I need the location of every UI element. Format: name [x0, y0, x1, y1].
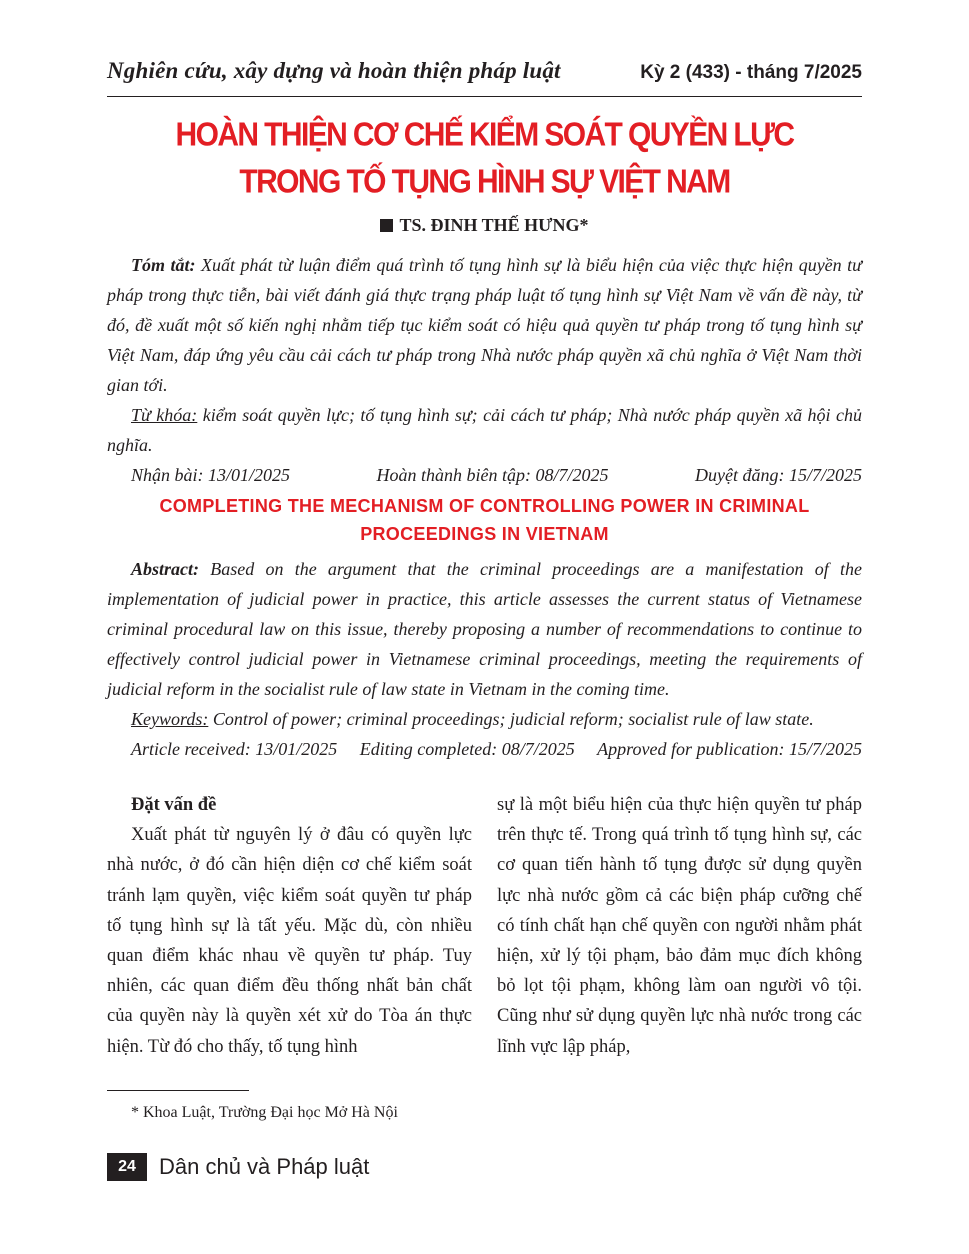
- right-column: [497, 790, 862, 1062]
- author-name: TS. ĐINH THẾ HƯNG*: [399, 215, 589, 235]
- header-rule: [107, 96, 862, 97]
- english-title-line-2: PROCEEDINGS IN VIETNAM: [360, 524, 609, 544]
- en-abstract-label: Abstract:: [131, 559, 200, 579]
- article-title-line-1: HOÀN THIỆN CƠ CHẾ KIỂM SOÁT QUYỀN LỰC: [175, 116, 794, 154]
- footnote: * Khoa Luật, Trường Đại học Mở Hà Nội: [131, 1104, 398, 1121]
- left-column-paragraph: Xuất phát từ nguyên lý ở đâu có quyền lực nhà nước, ở đó cần hiện diện cơ chế kiểm soát tránh lạm quyền, việc kiểm soát quyền tư pháp tố tụng hình sự là tất yếu. Mặc dù, còn nhiều quan điểm khác nhau về quyền tư pháp. Tuy nhiên, các quan điểm đều thống nhất bản chất của quyền này là quyền xét xử do Tòa án thực hiện. Từ đó cho thấy, tố tụng hình: [107, 825, 472, 1057]
- vi-approved-date: Duyệt đăng: 15/7/2025: [695, 465, 862, 485]
- en-dates: [107, 734, 862, 764]
- journal-section-name: Nghiên cứu, xây dựng và hoàn thiện pháp luật: [107, 58, 561, 83]
- article-title: [107, 112, 862, 206]
- vi-summary-label: Tóm tắt:: [131, 255, 196, 275]
- vi-summary-text: Xuất phát từ luận điểm quá trình tố tụng hình sự là biểu hiện của việc thực hiện quyền tư pháp trong thực tiễn, bài viết đánh giá thực trạng pháp luật tố tụng hình sự Việt Nam về vấn đề này, từ đó, đề xuất một số kiến nghị nhằm tiếp tục kiểm soát có hiệu quả quyền tư pháp trong tố tụng hình sự Việt Nam, đáp ứng yêu cầu cải cách tư pháp trong Nhà nước pháp quyền xã chủ nghĩa ở Việt Nam thời gian tới.: [107, 255, 862, 395]
- vietnamese-abstract: [107, 250, 862, 460]
- en-received-date: Article received: 13/01/2025: [131, 739, 338, 759]
- vi-keywords: [107, 400, 862, 460]
- en-keywords: [107, 704, 862, 734]
- body-columns: [107, 790, 862, 1062]
- section-heading: Đặt vấn đề: [131, 795, 217, 815]
- vi-edited-date: Hoàn thành biên tập: 08/7/2025: [376, 465, 609, 485]
- page-number: 24: [107, 1153, 147, 1181]
- en-keywords-text: Control of power; criminal proceedings; judicial reform; socialist rule of law state.: [208, 709, 814, 729]
- running-header: [107, 58, 862, 94]
- en-keywords-label: Keywords:: [131, 709, 209, 729]
- english-abstract: [107, 554, 862, 734]
- footnote-rule: [107, 1090, 249, 1091]
- vi-received-date: Nhận bài: 13/01/2025: [131, 465, 291, 485]
- en-abstract: [107, 554, 862, 704]
- en-approved-date: Approved for publication: 15/7/2025: [597, 739, 862, 759]
- page-footer: [107, 1153, 369, 1181]
- en-edited-date: Editing completed: 08/7/2025: [359, 739, 575, 759]
- english-title: [107, 492, 862, 548]
- vi-dates: [107, 460, 862, 490]
- square-bullet-icon: [380, 219, 393, 232]
- vi-keywords-label: Từ khóa:: [131, 405, 198, 425]
- author-line: [107, 215, 862, 236]
- en-abstract-text: Based on the argument that the criminal proceedings are a manifestation of the implementation of judicial power in practice, this article assesses the current status of Vietnamese criminal procedural law on this issue, thereby proposing a number of recommendations to continue to effectively control judicial power in Vietnamese criminal proceedings, meeting the requirements of judicial reform in the socialist rule of law state in Vietnam in the coming time.: [107, 559, 862, 699]
- english-title-line-1: COMPLETING THE MECHANISM OF CONTROLLING POWER IN CRIMINAL: [159, 496, 810, 516]
- magazine-name: Dân chủ và Pháp luật: [159, 1154, 370, 1179]
- vi-summary: [107, 250, 862, 400]
- vi-keywords-text: kiểm soát quyền lực; tố tụng hình sự; cải cách tư pháp; Nhà nước pháp quyền xã hội chủ nghĩa.: [107, 405, 863, 455]
- left-column: [107, 790, 472, 1062]
- right-column-paragraph: sự là một biểu hiện của thực hiện quyền tư pháp trên thực tế. Trong quá trình tố tụng hình sự, các cơ quan tiến hành tố tụng được sử dụng quyền lực nhà nước gồm cả các biện pháp cưỡng chế có tính chất hạn chế quyền con người nhằm phát hiện, xử lý tội phạm, bảo đảm mục đích không bỏ lọt tội phạm, không làm oan người vô tội. Cũng như sử dụng quyền lực nhà nước trong các lĩnh vực lập pháp,: [497, 795, 862, 1057]
- issue-info: Kỳ 2 (433) - tháng 7/2025: [640, 62, 862, 83]
- article-page: [107, 58, 862, 1062]
- article-title-line-2: TRONG TỐ TỤNG HÌNH SỰ VIỆT NAM: [239, 163, 730, 201]
